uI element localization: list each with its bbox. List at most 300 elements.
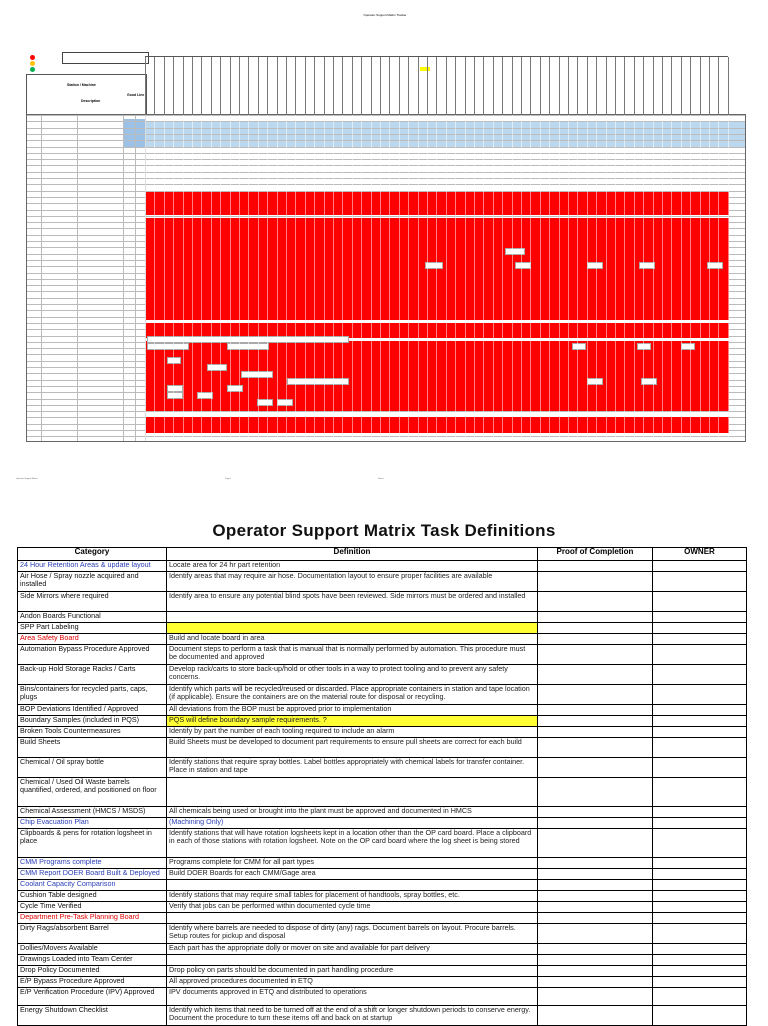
- definition-cell: [167, 612, 538, 623]
- column-divider: [427, 115, 428, 441]
- proof-header: Proof of Completion: [538, 548, 653, 561]
- column-divider: [192, 57, 193, 115]
- definition-cell: [167, 778, 538, 807]
- column-divider: [314, 115, 315, 441]
- definition-cell: Identify stations that require spray bottles. Label bottles appropriately with chemical labels for transfer container. Place in station and tape: [167, 758, 538, 778]
- column-divider: [465, 57, 466, 115]
- proof-cell[interactable]: [538, 665, 653, 685]
- proof-cell[interactable]: [538, 858, 653, 869]
- definition-cell: [167, 880, 538, 891]
- column-divider: [502, 115, 503, 441]
- column-divider: [465, 115, 466, 441]
- owner-cell[interactable]: [653, 727, 747, 738]
- matrix-cell: [587, 378, 603, 385]
- column-divider: [662, 57, 663, 115]
- category-cell: Automation Bypass Procedure Approved: [18, 645, 167, 665]
- column-divider: [173, 115, 174, 441]
- owner-cell[interactable]: [653, 818, 747, 829]
- owner-cell[interactable]: [653, 902, 747, 913]
- column-divider: [154, 57, 155, 115]
- column-divider: [135, 115, 136, 441]
- column-divider: [662, 115, 663, 441]
- column-divider: [286, 57, 287, 115]
- column-divider: [248, 57, 249, 115]
- category-cell: Energy Shutdown Checklist: [18, 1006, 167, 1026]
- definition-row: [18, 988, 747, 1006]
- column-divider: [615, 57, 616, 115]
- matrix-cell: [505, 248, 525, 255]
- footer-right: Status: [378, 478, 384, 480]
- owner-cell[interactable]: [653, 955, 747, 966]
- proof-cell[interactable]: [538, 716, 653, 727]
- definition-row: [18, 665, 747, 685]
- definition-row: [18, 738, 747, 758]
- column-divider: [295, 115, 296, 441]
- definition-row: [18, 623, 747, 634]
- column-divider: [530, 57, 531, 115]
- column-divider: [41, 115, 42, 441]
- column-divider: [305, 115, 306, 441]
- column-divider: [549, 115, 550, 441]
- definition-row: [18, 612, 747, 623]
- column-divider: [389, 57, 390, 115]
- column-divider: [324, 57, 325, 115]
- column-divider: [483, 115, 484, 441]
- description-header: Description: [81, 99, 101, 103]
- matrix-cell: [257, 399, 273, 406]
- definition-row: [18, 869, 747, 880]
- proof-cell[interactable]: [538, 705, 653, 716]
- column-divider: [267, 115, 268, 441]
- proof-cell[interactable]: [538, 758, 653, 778]
- red-status-icon: [30, 55, 35, 60]
- proof-cell[interactable]: [538, 913, 653, 924]
- definition-row: [18, 913, 747, 924]
- column-divider: [239, 115, 240, 441]
- good-line-header: Good Line: [127, 93, 145, 97]
- column-divider: [305, 57, 306, 115]
- column-divider: [624, 115, 625, 441]
- definition-row: [18, 1006, 747, 1026]
- definition-cell: (Machining Only): [167, 818, 538, 829]
- owner-cell[interactable]: [653, 592, 747, 612]
- category-cell: Boundary Samples (included in PQS): [18, 716, 167, 727]
- category-cell: E/P Verification Procedure (IPV) Approved: [18, 988, 167, 1006]
- owner-cell[interactable]: [653, 807, 747, 818]
- column-divider: [211, 115, 212, 441]
- status-matrix-sheet: [0, 0, 768, 500]
- matrix-cell: [572, 343, 586, 350]
- proof-cell[interactable]: [538, 634, 653, 645]
- column-divider: [230, 57, 231, 115]
- proof-cell[interactable]: [538, 623, 653, 634]
- proof-cell[interactable]: [538, 685, 653, 705]
- category-cell: BOP Deviations Identified / Approved: [18, 705, 167, 716]
- column-divider: [154, 115, 155, 441]
- owner-cell[interactable]: [653, 685, 747, 705]
- category-cell: Chemical / Oil spray bottle: [18, 758, 167, 778]
- owner-cell[interactable]: [653, 623, 747, 634]
- proof-cell[interactable]: [538, 880, 653, 891]
- definition-cell: Identify by part the number of each tooling required to include an alarm: [167, 727, 538, 738]
- column-divider: [512, 115, 513, 441]
- column-divider: [145, 115, 146, 441]
- definition-row: [18, 572, 747, 592]
- definition-row: [18, 685, 747, 705]
- definition-cell: Build DOER Boards for each CMM/Gage area: [167, 869, 538, 880]
- column-divider: [502, 57, 503, 115]
- category-cell: Bins/containers for recycled parts, caps, plugs: [18, 685, 167, 705]
- column-divider: [718, 115, 719, 441]
- matrix-cell: [681, 343, 695, 350]
- category-cell: CMM Programs complete: [18, 858, 167, 869]
- column-divider: [474, 115, 475, 441]
- owner-cell[interactable]: [653, 966, 747, 977]
- definitions-table: [17, 547, 747, 1026]
- column-divider: [201, 115, 202, 441]
- definition-cell: [167, 623, 538, 634]
- matrix-cell: [515, 262, 531, 269]
- owner-cell[interactable]: [653, 869, 747, 880]
- owner-cell[interactable]: [653, 758, 747, 778]
- proof-cell[interactable]: [538, 966, 653, 977]
- column-divider: [653, 57, 654, 115]
- column-divider: [418, 57, 419, 115]
- proof-cell[interactable]: [538, 1006, 653, 1026]
- column-divider: [211, 57, 212, 115]
- column-divider: [521, 57, 522, 115]
- column-divider: [709, 57, 710, 115]
- owner-cell[interactable]: [653, 738, 747, 758]
- column-divider: [342, 57, 343, 115]
- definition-cell: [167, 913, 538, 924]
- column-divider: [220, 115, 221, 441]
- column-divider: [690, 115, 691, 441]
- category-cell: Drop Policy Documented: [18, 966, 167, 977]
- column-divider: [436, 57, 437, 115]
- definition-row: [18, 758, 747, 778]
- definition-row: [18, 705, 747, 716]
- definition-row: [18, 561, 747, 572]
- owner-cell[interactable]: [653, 645, 747, 665]
- column-divider: [361, 115, 362, 441]
- column-divider: [512, 57, 513, 115]
- owner-cell[interactable]: [653, 705, 747, 716]
- proof-cell[interactable]: [538, 977, 653, 988]
- owner-cell[interactable]: [653, 913, 747, 924]
- column-divider: [145, 57, 146, 115]
- owner-cell[interactable]: [653, 1006, 747, 1026]
- column-divider: [483, 57, 484, 115]
- column-divider: [718, 57, 719, 115]
- proof-cell[interactable]: [538, 727, 653, 738]
- definition-row: [18, 944, 747, 955]
- definition-cell: Build Sheets must be developed to document part requirements to ensure pull sheets are correct for each build: [167, 738, 538, 758]
- matrix-cell: [167, 392, 183, 399]
- proof-cell[interactable]: [538, 572, 653, 592]
- column-divider: [192, 115, 193, 441]
- column-divider: [530, 115, 531, 441]
- category-cell: 24 Hour Retention Areas & update layout: [18, 561, 167, 572]
- column-divider: [559, 115, 560, 441]
- matrix-cell: [587, 262, 603, 269]
- column-divider: [286, 115, 287, 441]
- proof-cell[interactable]: [538, 561, 653, 572]
- proof-cell[interactable]: [538, 924, 653, 944]
- column-header-area: [145, 56, 728, 116]
- definition-cell: Identify which parts will be recycled/reused or discarded. Place appropriate containers in station and tape location (if applicable). Ensure the containers are on the material route for disposal or recycling.: [167, 685, 538, 705]
- definition-cell: Drop policy on parts should be documented in part handling procedure: [167, 966, 538, 977]
- column-divider: [700, 57, 701, 115]
- column-divider: [634, 57, 635, 115]
- definition-cell: Identify area to ensure any potential blind spots have been reviewed. Side mirrors must be ordered and installed: [167, 592, 538, 612]
- category-cell: Area Safety Board: [18, 634, 167, 645]
- column-divider: [700, 115, 701, 441]
- column-divider: [123, 115, 124, 441]
- column-divider: [446, 115, 447, 441]
- column-divider: [671, 115, 672, 441]
- footer-mid: Page 1: [225, 478, 232, 480]
- proof-cell[interactable]: [538, 778, 653, 807]
- category-cell: E/P Bypass Procedure Approved: [18, 977, 167, 988]
- definition-row: [18, 818, 747, 829]
- owner-cell[interactable]: [653, 612, 747, 623]
- definition-row: [18, 727, 747, 738]
- category-cell: SPP Part Labeling: [18, 623, 167, 634]
- category-cell: Chemical / Used Oil Waste barrels quantified, ordered, and positioned on floor: [18, 778, 167, 807]
- column-divider: [681, 115, 682, 441]
- category-cell: Chip Evacuation Plan: [18, 818, 167, 829]
- column-divider: [587, 57, 588, 115]
- definition-cell: IPV documents approved in ETQ and distributed to operations: [167, 988, 538, 1006]
- footer-left: Operator Support Matrix: [16, 478, 38, 480]
- definition-header: Definition: [167, 548, 538, 561]
- column-divider: [183, 115, 184, 441]
- column-divider: [77, 115, 78, 441]
- column-divider: [577, 115, 578, 441]
- column-divider: [371, 57, 372, 115]
- column-divider: [352, 57, 353, 115]
- definition-row: [18, 902, 747, 913]
- definition-row: [18, 858, 747, 869]
- definition-row: [18, 977, 747, 988]
- column-divider: [267, 57, 268, 115]
- owner-cell[interactable]: [653, 634, 747, 645]
- column-divider: [728, 115, 729, 441]
- column-divider: [709, 115, 710, 441]
- owner-cell[interactable]: [653, 988, 747, 1006]
- proof-cell[interactable]: [538, 944, 653, 955]
- definition-row: [18, 716, 747, 727]
- owner-cell[interactable]: [653, 561, 747, 572]
- column-divider: [606, 57, 607, 115]
- category-header: Category: [18, 548, 167, 561]
- column-divider: [643, 57, 644, 115]
- owner-header: OWNER: [653, 548, 747, 561]
- owner-cell[interactable]: [653, 977, 747, 988]
- column-divider: [324, 115, 325, 441]
- column-divider: [455, 115, 456, 441]
- column-divider: [540, 115, 541, 441]
- definition-row: [18, 829, 747, 858]
- definitions-title: Operator Support Matrix Task Definitions: [212, 521, 556, 540]
- matrix-header-block: [62, 52, 149, 64]
- definition-cell: Identify areas that may require air hose. Documentation layout to ensure proper facilities are available: [167, 572, 538, 592]
- owner-cell[interactable]: [653, 778, 747, 807]
- matrix-title: Operator Support Matrix Tracker: [363, 13, 407, 17]
- definition-row: [18, 891, 747, 902]
- proof-cell[interactable]: [538, 612, 653, 623]
- matrix-grid: [26, 114, 746, 442]
- yellow-status-icon: [30, 61, 35, 66]
- category-cell: Back-up Hold Storage Racks / Carts: [18, 665, 167, 685]
- column-divider: [559, 57, 560, 115]
- owner-cell[interactable]: [653, 924, 747, 944]
- definition-row: [18, 880, 747, 891]
- column-divider: [446, 57, 447, 115]
- column-divider: [164, 57, 165, 115]
- definition-cell: [167, 955, 538, 966]
- column-divider: [624, 57, 625, 115]
- definition-row: [18, 924, 747, 944]
- matrix-cell: [277, 399, 293, 406]
- column-divider: [342, 115, 343, 441]
- definition-row: [18, 645, 747, 665]
- proof-cell[interactable]: [538, 645, 653, 665]
- green-status-icon: [30, 67, 35, 72]
- column-divider: [634, 115, 635, 441]
- column-divider: [277, 115, 278, 441]
- column-divider: [427, 57, 428, 115]
- column-divider: [408, 115, 409, 441]
- column-divider: [493, 57, 494, 115]
- column-divider: [577, 57, 578, 115]
- column-divider: [568, 57, 569, 115]
- column-divider: [183, 57, 184, 115]
- definition-row: [18, 955, 747, 966]
- definition-cell: Programs complete for CMM for all part types: [167, 858, 538, 869]
- proof-cell[interactable]: [538, 829, 653, 858]
- column-divider: [568, 115, 569, 441]
- column-divider: [239, 57, 240, 115]
- column-divider: [389, 115, 390, 441]
- column-divider: [201, 57, 202, 115]
- owner-cell[interactable]: [653, 891, 747, 902]
- proof-cell[interactable]: [538, 955, 653, 966]
- proof-cell[interactable]: [538, 738, 653, 758]
- column-divider: [164, 115, 165, 441]
- definition-cell: All chemicals being used or brought into the plant must be approved and documented in HMCS: [167, 807, 538, 818]
- column-divider: [173, 57, 174, 115]
- column-divider: [606, 115, 607, 441]
- column-divider: [277, 57, 278, 115]
- column-divider: [653, 115, 654, 441]
- column-divider: [671, 57, 672, 115]
- definition-cell: All approved procedures documented in ETQ: [167, 977, 538, 988]
- column-divider: [455, 57, 456, 115]
- column-divider: [352, 115, 353, 441]
- column-divider: [399, 57, 400, 115]
- column-divider: [295, 57, 296, 115]
- column-divider: [474, 57, 475, 115]
- column-divider: [596, 115, 597, 441]
- legend: [26, 54, 56, 73]
- column-divider: [436, 115, 437, 441]
- definition-cell: Locate area for 24 hr part retention: [167, 561, 538, 572]
- category-cell: Air Hose / Spray nozzle acquired and installed: [18, 572, 167, 592]
- column-divider: [314, 57, 315, 115]
- column-divider: [248, 115, 249, 441]
- column-divider: [258, 57, 259, 115]
- category-cell: Cushion Table designed: [18, 891, 167, 902]
- definition-cell: Document steps to perform a task that is manual that is normally performed by automation. This procedure must be documented and approved: [167, 645, 538, 665]
- proof-cell[interactable]: [538, 869, 653, 880]
- category-cell: Drawings Loaded into Team Center: [18, 955, 167, 966]
- column-divider: [333, 57, 334, 115]
- proof-cell[interactable]: [538, 902, 653, 913]
- category-cell: Build Sheets: [18, 738, 167, 758]
- proof-cell[interactable]: [538, 592, 653, 612]
- category-cell: Coolant Capacity Comparison: [18, 880, 167, 891]
- column-divider: [371, 115, 372, 441]
- row-header-area: [26, 74, 147, 116]
- owner-cell[interactable]: [653, 716, 747, 727]
- column-divider: [690, 57, 691, 115]
- column-divider: [258, 115, 259, 441]
- proof-cell[interactable]: [538, 988, 653, 1006]
- column-divider: [540, 57, 541, 115]
- column-divider: [380, 115, 381, 441]
- definition-cell: PQS will define boundary sample requirements. ?: [167, 716, 538, 727]
- proof-cell[interactable]: [538, 891, 653, 902]
- category-cell: Andon Boards Functional: [18, 612, 167, 623]
- owner-cell[interactable]: [653, 858, 747, 869]
- owner-cell[interactable]: [653, 829, 747, 858]
- column-divider: [728, 57, 729, 115]
- category-cell: Cycle Time Verified: [18, 902, 167, 913]
- column-divider: [230, 115, 231, 441]
- category-cell: Side Mirrors where required: [18, 592, 167, 612]
- column-divider: [333, 115, 334, 441]
- station-header: Station / Machine: [67, 83, 96, 87]
- category-cell: Dirty Rags/absorbent Barrel: [18, 924, 167, 944]
- owner-cell[interactable]: [653, 572, 747, 592]
- column-divider: [380, 57, 381, 115]
- owner-cell[interactable]: [653, 944, 747, 955]
- definition-cell: Identify which items that need to be turned off at the end of a shift or longer shutdown periods to conserve energy. Document the procedure to turn these items off and back on at startup: [167, 1006, 538, 1026]
- column-divider: [587, 115, 588, 441]
- definition-cell: Identify where barrels are needed to dispose of dirty (any) rags. Document barrels on layout. Procure barrels. Setup routes for pickup and disposal: [167, 924, 538, 944]
- column-divider: [493, 115, 494, 441]
- column-divider: [361, 57, 362, 115]
- column-divider: [220, 57, 221, 115]
- column-divider: [408, 57, 409, 115]
- definition-cell: Identify stations that may require small tables for placement of handtools, spray bottles, etc.: [167, 891, 538, 902]
- column-divider: [549, 57, 550, 115]
- definition-cell: Each part has the appropriate dolly or mover on site and available for part delivery: [167, 944, 538, 955]
- matrix-cell: [167, 385, 183, 392]
- column-divider: [596, 57, 597, 115]
- category-cell: Broken Tools Countermeasures: [18, 727, 167, 738]
- owner-cell[interactable]: [653, 880, 747, 891]
- category-cell: Clipboards & pens for rotation logsheet in place: [18, 829, 167, 858]
- owner-cell[interactable]: [653, 665, 747, 685]
- definition-row: [18, 634, 747, 645]
- definition-row: [18, 966, 747, 977]
- definition-cell: Identify stations that will have rotation logsheets kept in a location other than the OP card board. Place a clipboard in each of those stations with rotation logsheet. Note on the OP card board where the log sheet is being stored: [167, 829, 538, 858]
- proof-cell[interactable]: [538, 818, 653, 829]
- proof-cell[interactable]: [538, 807, 653, 818]
